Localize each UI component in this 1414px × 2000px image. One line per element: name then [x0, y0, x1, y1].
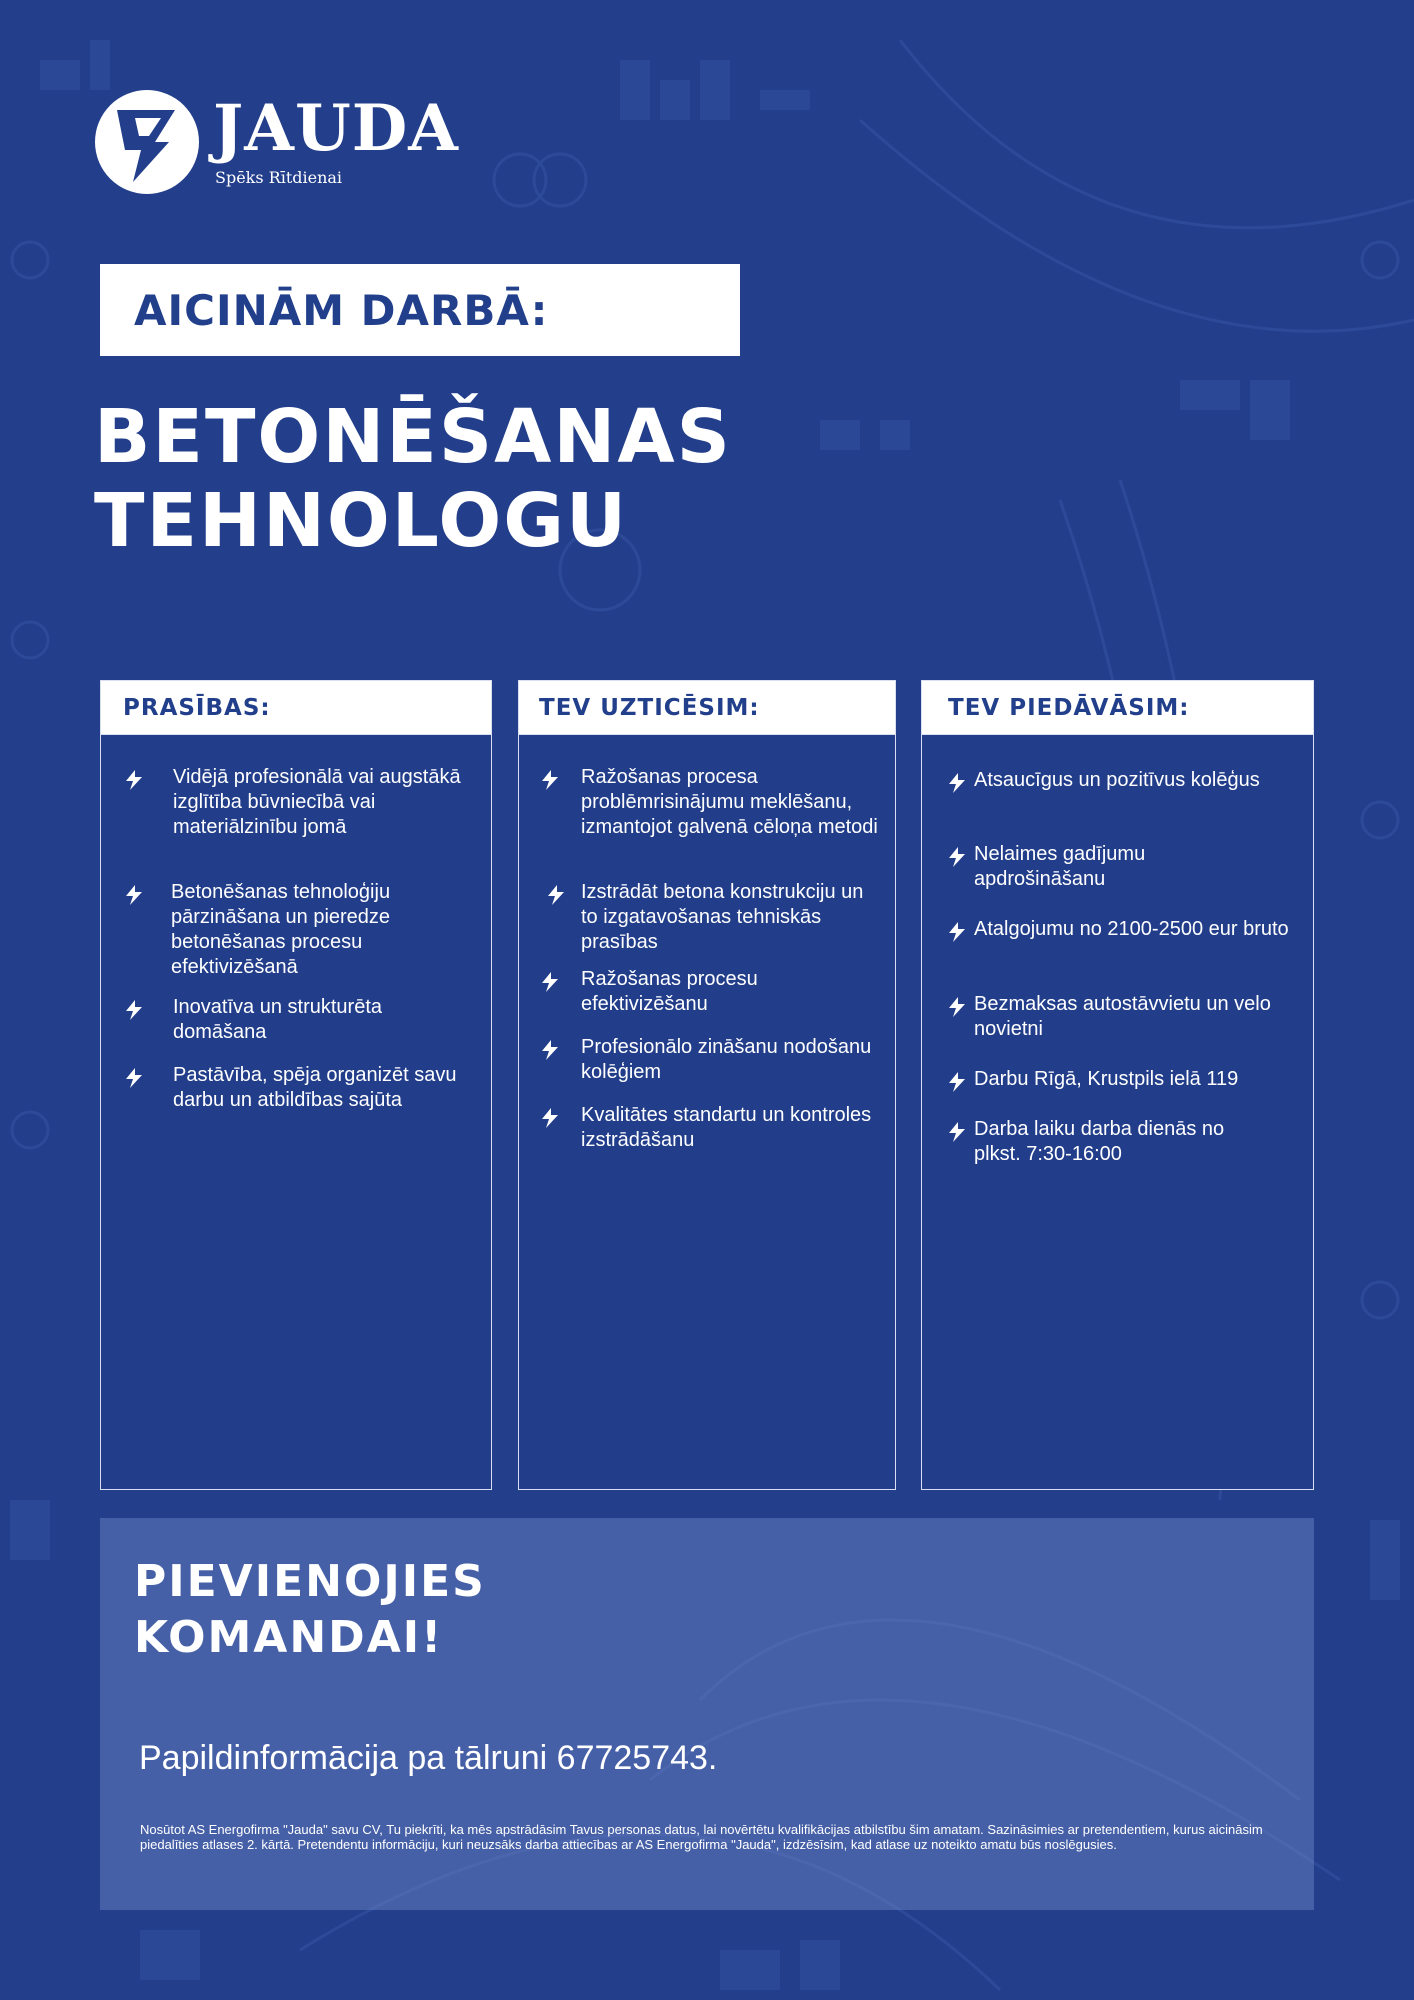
lightning-bolt-icon — [946, 921, 968, 943]
lightning-bolt-icon — [539, 971, 561, 993]
brand-logo[interactable] — [95, 90, 475, 200]
lightning-bolt-icon — [539, 1107, 561, 1129]
lightning-bolt-icon — [545, 884, 567, 906]
lightning-bolt-icon — [946, 1071, 968, 1093]
offer-column — [921, 680, 1314, 1490]
responsibilities-column — [518, 680, 896, 1490]
lightning-bolt-icon — [539, 1039, 561, 1061]
lightning-bolt-icon — [946, 846, 968, 868]
jauda-logo-icon — [95, 90, 199, 194]
list-item-text: Bezmaksas autostāvvietu un velo novietni — [974, 993, 1271, 1040]
invite-banner — [100, 264, 740, 356]
lightning-bolt-icon — [946, 1121, 968, 1143]
list-item-text: Pastāvība, spēja organizēt savu darbu un atbildības sajūta — [173, 1064, 457, 1111]
privacy-notice: Nosūtot AS Energofirma "Jauda" savu CV, Tu piekrīti, ka mēs apstrādāsim Tavus personas datus, lai novērtētu kvalifikācijas atbilstību šim amatam. Sazināsimies ar pretendentiem, kurus aicināsim piedalīties atlases 2. kārtā. Pretendentu informāciju, kuri neuzsāks darba attiecības ar AS Energofirma "Jauda", izdzēsīsim, kad atlase uz noteikto amatu būs noslēgusies. — [140, 1822, 1263, 1852]
list-item-text: Betonēšanas tehnoloģiju pārzināšana un pieredze betonēšanas procesu efektivizēšanā — [171, 881, 391, 978]
join-title — [134, 1554, 486, 1666]
invite-text: AICINĀM DARBĀ: — [134, 286, 549, 335]
lightning-bolt-icon — [539, 769, 561, 791]
list-item-text: Vidējā profesionālā vai augstākā izglītība būvniecībā vai materiālzinību jomā — [173, 766, 461, 838]
list-item-text: Izstrādāt betona konstrukciju un to izgatavošanas tehniskās prasības — [581, 881, 864, 953]
lightning-bolt-icon — [123, 884, 145, 906]
position-title-line-2: TEHNOLOGU — [94, 478, 629, 564]
lightning-bolt-icon — [946, 772, 968, 794]
offer-header — [922, 681, 1313, 735]
contact-phone-text: Papildinformācija pa tālruni 67725743. — [139, 1739, 718, 1777]
brand-tagline: Spēks Rītdienai — [215, 168, 343, 187]
requirements-title: PRASĪBAS: — [123, 695, 271, 721]
offer-title: TEV PIEDĀVĀSIM: — [948, 695, 1190, 721]
list-item-text: Atsaucīgus un pozitīvus kolēģus — [974, 769, 1260, 791]
list-item-text: Nelaimes gadījumu apdrošināšanu — [974, 843, 1146, 890]
lightning-bolt-icon — [123, 769, 145, 791]
lightning-bolt-icon — [946, 996, 968, 1018]
requirements-header — [101, 681, 491, 735]
lightning-bolt-icon — [123, 1067, 145, 1089]
list-item-text: Profesionālo zināšanu nodošanu kolēģiem — [581, 1036, 872, 1083]
list-item-text: Inovatīva un strukturēta domāšana — [173, 996, 383, 1043]
requirements-column — [100, 680, 492, 1490]
position-title — [94, 395, 994, 563]
brand-name: JAUDA — [213, 91, 459, 166]
join-title-line-2: KOMANDAI! — [134, 1612, 444, 1663]
list-item-text: Darbu Rīgā, Krustpils ielā 119 — [974, 1068, 1239, 1090]
list-item-text: Darba laiku darba dienās no plkst. 7:30-16:00 — [974, 1118, 1225, 1165]
join-section — [100, 1518, 1314, 1910]
list-item-text: Kvalitātes standartu un kontroles izstrādāšanu — [581, 1104, 872, 1151]
responsibilities-title: TEV UZTICĒSIM: — [539, 695, 760, 721]
list-item-text: Ražošanas procesu efektivizēšanu — [581, 968, 758, 1015]
list-item-text: Atalgojumu no 2100-2500 eur bruto — [974, 918, 1289, 940]
position-title-line-1: BETONĒŠANAS — [94, 394, 732, 480]
list-item-text: Ražošanas procesa problēmrisinājumu meklēšanu, izmantojot galvenā cēloņa metodi — [581, 766, 878, 838]
lightning-bolt-icon — [123, 999, 145, 1021]
join-title-line-1: PIEVIENOJIES — [134, 1556, 486, 1607]
responsibilities-header — [519, 681, 895, 735]
